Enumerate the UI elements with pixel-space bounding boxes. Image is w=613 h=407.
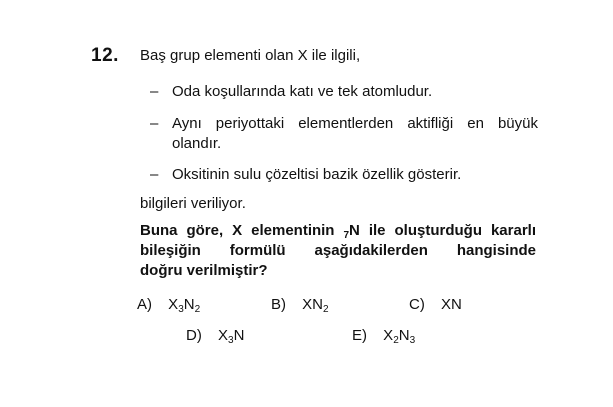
question-stem: Baş grup elementi olan X ile ilgili, <box>140 47 361 64</box>
question-prompt <box>140 221 536 281</box>
subscript: 3 <box>228 335 234 346</box>
list-item-text: Aynı periyottaki elementlerden aktifliği en büyük <box>172 115 538 132</box>
option-letter: C) <box>409 296 425 313</box>
option-c[interactable] <box>409 296 462 313</box>
element-symbol: X <box>383 327 394 344</box>
subscript: 2 <box>393 335 399 346</box>
subscript: 3 <box>178 304 184 315</box>
list-item-text: Oksitinin sulu çözeltisi bazik özellik gösterir. <box>172 166 462 183</box>
dash-bullet: – <box>150 166 159 183</box>
element-symbol: X <box>218 327 229 344</box>
option-letter: B) <box>271 296 286 313</box>
option-d[interactable] <box>186 327 244 344</box>
option-a[interactable] <box>137 296 200 313</box>
subscript: 3 <box>409 335 416 346</box>
element-symbol: XN <box>302 296 324 313</box>
question-number: 12. <box>91 45 119 66</box>
option-letter: A) <box>137 296 152 313</box>
option-letter: D) <box>186 327 202 344</box>
prompt-line-3: doğru verilmiştir? <box>140 262 268 279</box>
option-formula <box>383 327 415 344</box>
info-text: bilgileri veriliyor. <box>140 195 246 212</box>
subscript: 2 <box>194 304 201 315</box>
element-symbol: N <box>233 327 245 344</box>
subscript: 7 <box>343 230 350 241</box>
prompt-line-2: bileşiğin formülü aşağıdakilerden hangisinde <box>140 242 536 259</box>
option-formula <box>218 327 244 344</box>
element-symbol: N <box>398 327 410 344</box>
subscript: 2 <box>323 304 329 315</box>
dash-bullet: – <box>150 83 159 100</box>
element-symbol: X <box>168 296 179 313</box>
option-formula <box>302 296 328 313</box>
option-b[interactable] <box>271 296 329 313</box>
dash-bullet: – <box>150 115 159 132</box>
option-letter: E) <box>352 327 367 344</box>
option-formula <box>168 296 200 313</box>
list-item-text: Oda koşullarında katı ve tek atomludur. <box>172 83 433 100</box>
prompt-line-1: Buna göre, X elementinin $_7$N ile oluşturduğu kararlı <box>140 222 537 241</box>
option-e[interactable] <box>352 327 415 344</box>
element-symbol: XN <box>441 296 462 313</box>
option-formula <box>441 296 462 313</box>
list-item-text: olandır. <box>172 135 222 152</box>
element-symbol: N <box>183 296 195 313</box>
